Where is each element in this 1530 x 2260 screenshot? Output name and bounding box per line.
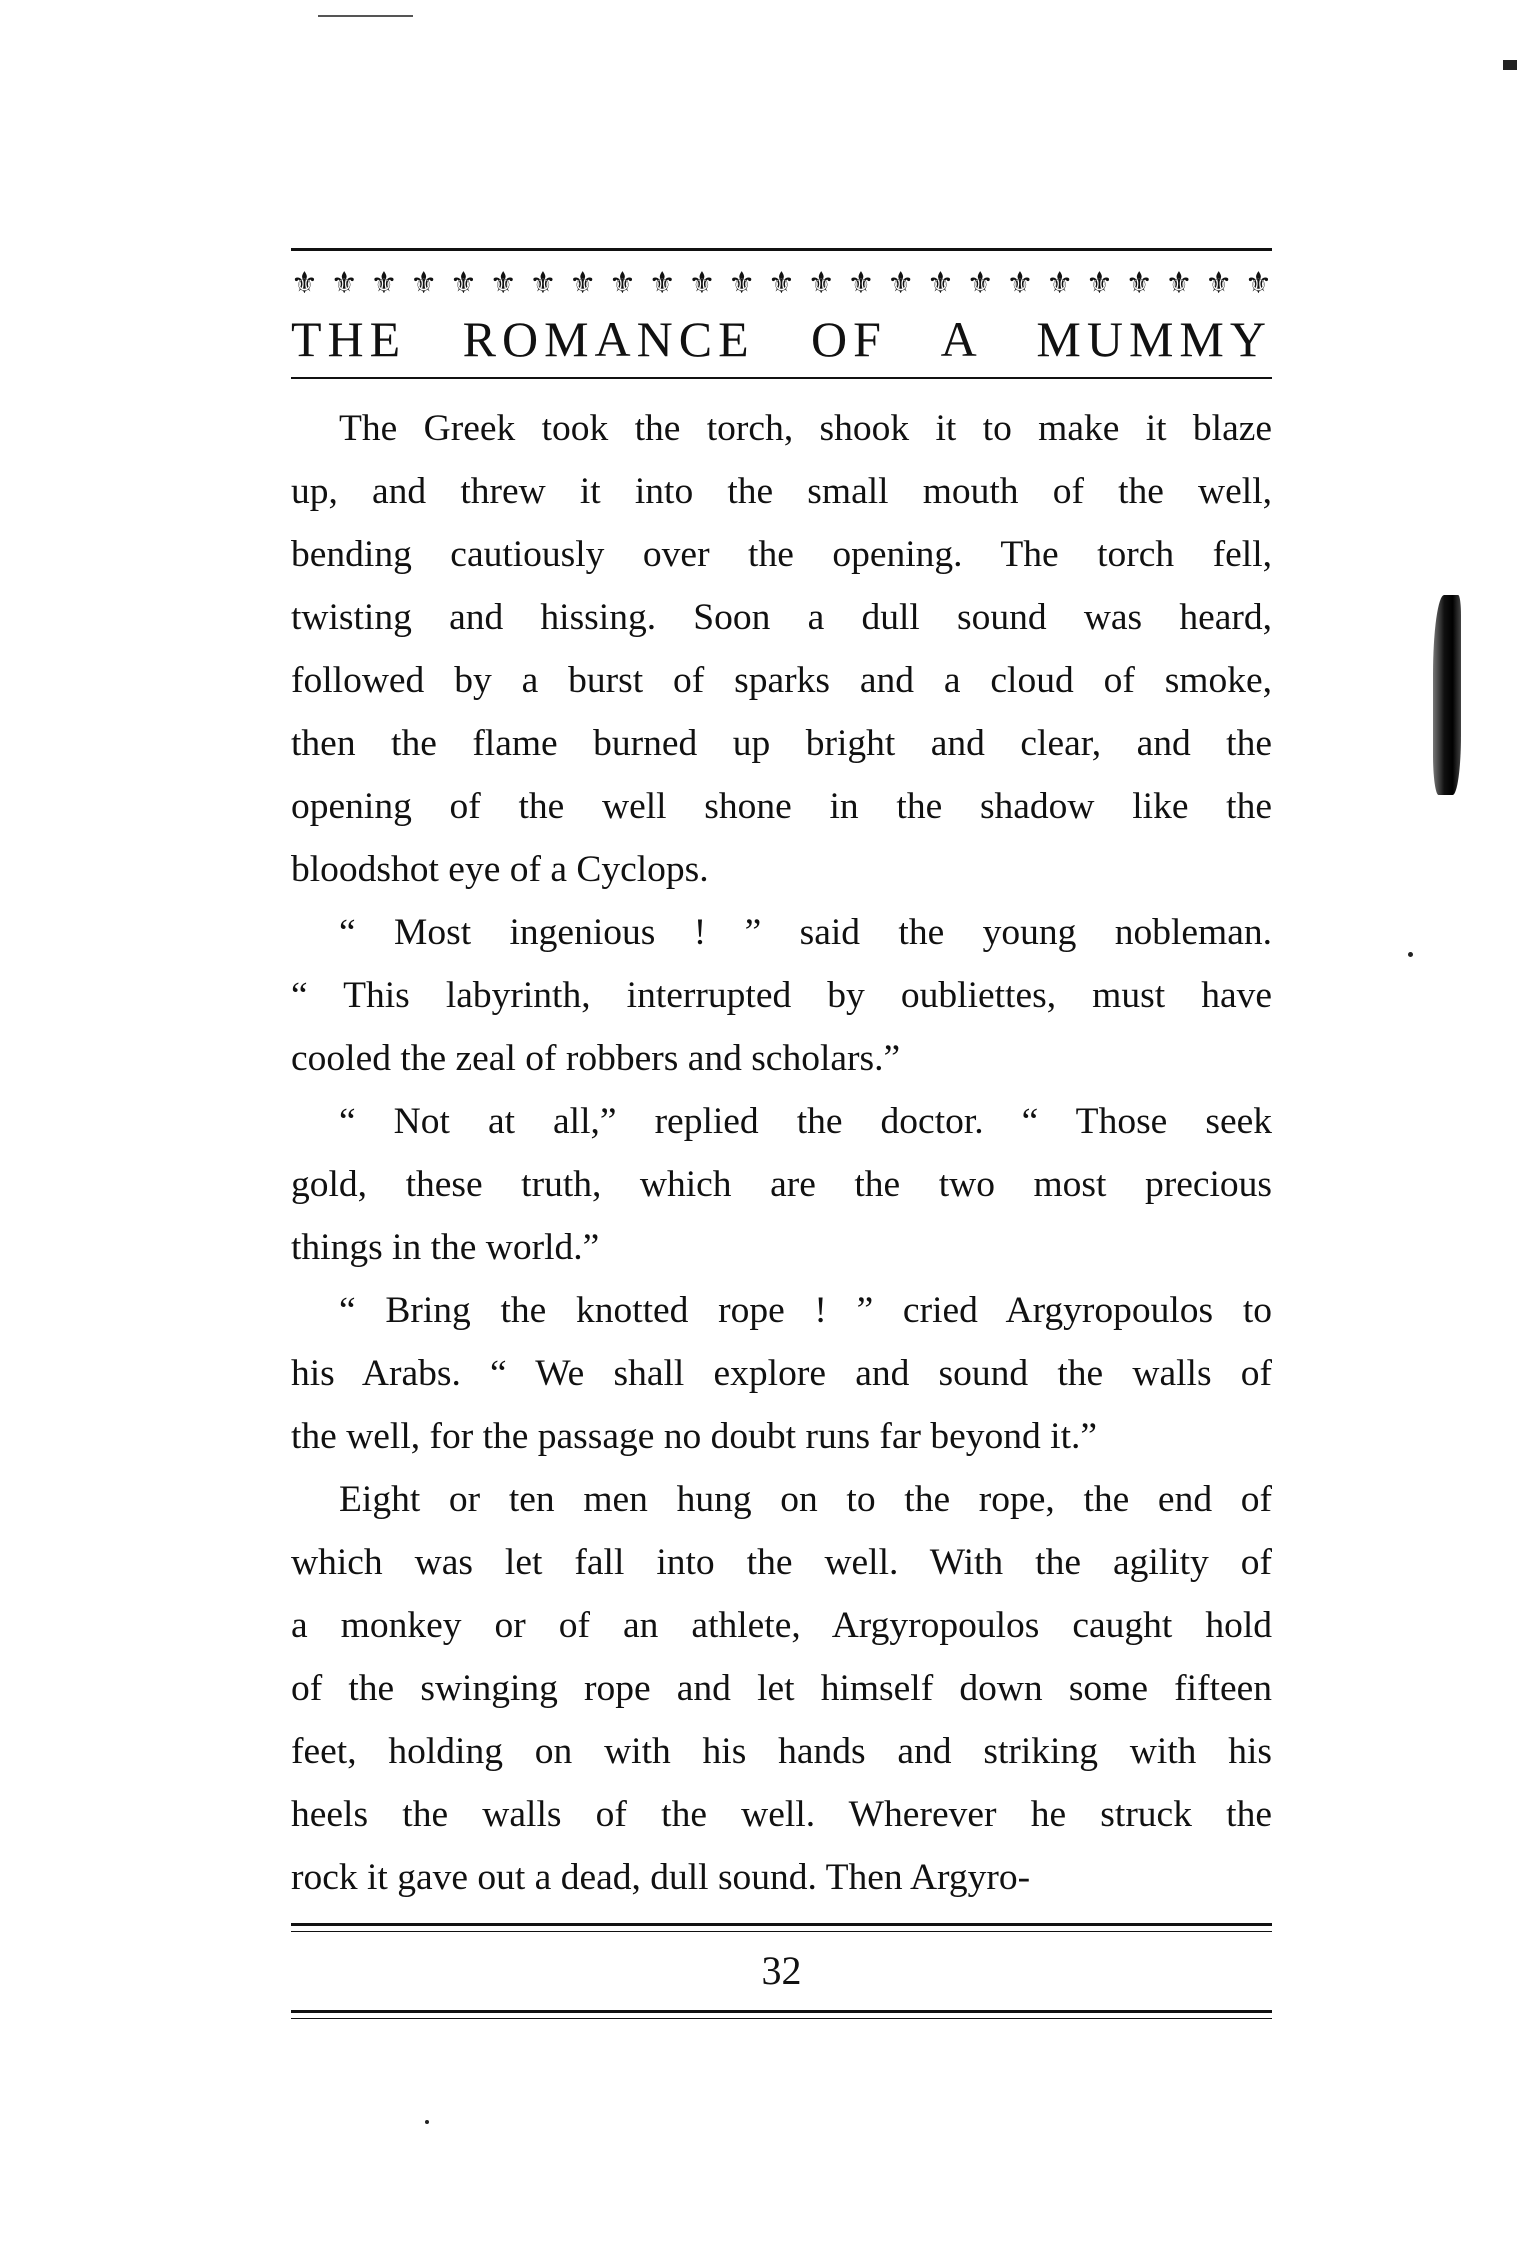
footer-rule-upper-thin [291,1931,1272,1932]
text-line: twisting and hissing. Soon a dull sound was heard, [291,597,1272,638]
text-line: “ This labyrinth, interrupted by oubliettes, must have [291,975,1272,1016]
text-line: “ Most ingenious ! ” said the young nobleman. [339,912,1272,953]
fleur-de-lis-icon: ⚜ [1006,266,1034,301]
text-line: a monkey or of an athlete, Argyropoulos caught hold [291,1605,1272,1646]
text-line: cooled the zeal of robbers and scholars.” [291,1038,901,1079]
paragraph [291,901,1272,1090]
fleur-de-lis-icon: ⚜ [648,266,676,301]
fleur-de-lis-icon: ⚜ [609,266,636,301]
fleur-de-lis-icon: ⚜ [489,266,517,301]
running-head: THE ROMANCE OF A MUMMY [291,311,1272,367]
fleur-de-lis-icon: ⚜ [330,266,358,301]
fleur-de-lis-icon: ⚜ [688,266,716,301]
text-line: the well, for the passage no doubt runs far beyond it.” [291,1416,1098,1457]
text-line: The Greek took the torch, shook it to make it blaze [339,408,1272,449]
fleur-de-lis-icon: ⚜ [1205,266,1233,301]
scan-mark-top [318,15,413,17]
text-line: then the flame burned up bright and clear, and the [291,723,1272,764]
fleur-de-lis-icon: ⚜ [847,266,875,301]
scan-dot [1408,952,1413,957]
text-line: gold, these truth, which are the two most precious [291,1164,1272,1205]
fleur-de-lis-icon: ⚜ [529,266,557,301]
top-rule [291,248,1272,251]
text-line: heels the walls of the well. Wherever he struck the [291,1794,1272,1835]
fleur-de-lis-icon: ⚜ [807,266,835,301]
body-text [291,397,1272,1909]
text-line: up, and threw it into the small mouth of the well, [291,471,1272,512]
scan-binding-shadow [1433,595,1461,795]
footer-rule-lower [291,2010,1272,2013]
text-line: his Arabs. “ We shall explore and sound the walls of [291,1353,1272,1394]
paragraph [291,1468,1272,1909]
fleur-de-lis-icon: ⚜ [1165,266,1193,301]
fleur-de-lis-icon: ⚜ [410,266,438,301]
text-line: bloodshot eye of a Cyclops. [291,849,709,890]
fleur-de-lis-icon: ⚜ [887,266,915,301]
fleur-de-lis-icon: ⚜ [966,266,994,301]
text-line: of the swinging rope and let himself down some fifteen [291,1668,1272,1709]
fleur-de-lis-icon: ⚜ [728,266,756,301]
fleur-de-lis-icon: ⚜ [1086,266,1113,301]
book-page [291,248,1272,2019]
text-line: followed by a burst of sparks and a cloud of smoke, [291,660,1272,701]
text-line: things in the world.” [291,1227,600,1268]
text-line: “ Bring the knotted rope ! ” cried Argyropoulos to [339,1290,1272,1331]
fleur-de-lis-icon: ⚜ [450,266,477,301]
page-number: 32 [761,1948,802,1993]
paragraph [291,397,1272,901]
scan-mark-right [1503,60,1517,70]
footer-rule-upper [291,1923,1272,1926]
text-line: “ Not at all,” replied the doctor. “ Those seek [339,1101,1272,1142]
fleur-de-lis-ornament-row [291,263,1272,305]
fleur-de-lis-icon: ⚜ [927,266,954,301]
text-line: Eight or ten men hung on to the rope, the end of [339,1479,1272,1520]
text-line: opening of the well shone in the shadow like the [291,786,1272,827]
text-line: feet, holding on with his hands and striking with his [291,1731,1272,1772]
fleur-de-lis-icon: ⚜ [1125,266,1153,301]
fleur-de-lis-icon: ⚜ [1245,266,1272,301]
fleur-de-lis-icon: ⚜ [291,266,318,301]
header-rule [291,377,1272,379]
fleur-de-lis-icon: ⚜ [569,266,597,301]
text-line: which was let fall into the well. With the agility of [291,1542,1272,1583]
text-line: rock it gave out a dead, dull sound. Then Argyro- [291,1857,1031,1898]
paragraph [291,1279,1272,1468]
scan-dot [425,2120,429,2124]
fleur-de-lis-icon: ⚜ [768,266,795,301]
fleur-de-lis-icon: ⚜ [370,266,398,301]
footer-rule-lower-thin [291,2018,1272,2019]
paragraph [291,1090,1272,1279]
fleur-de-lis-icon: ⚜ [1046,266,1074,301]
text-line: bending cautiously over the opening. The torch fell, [291,534,1272,575]
